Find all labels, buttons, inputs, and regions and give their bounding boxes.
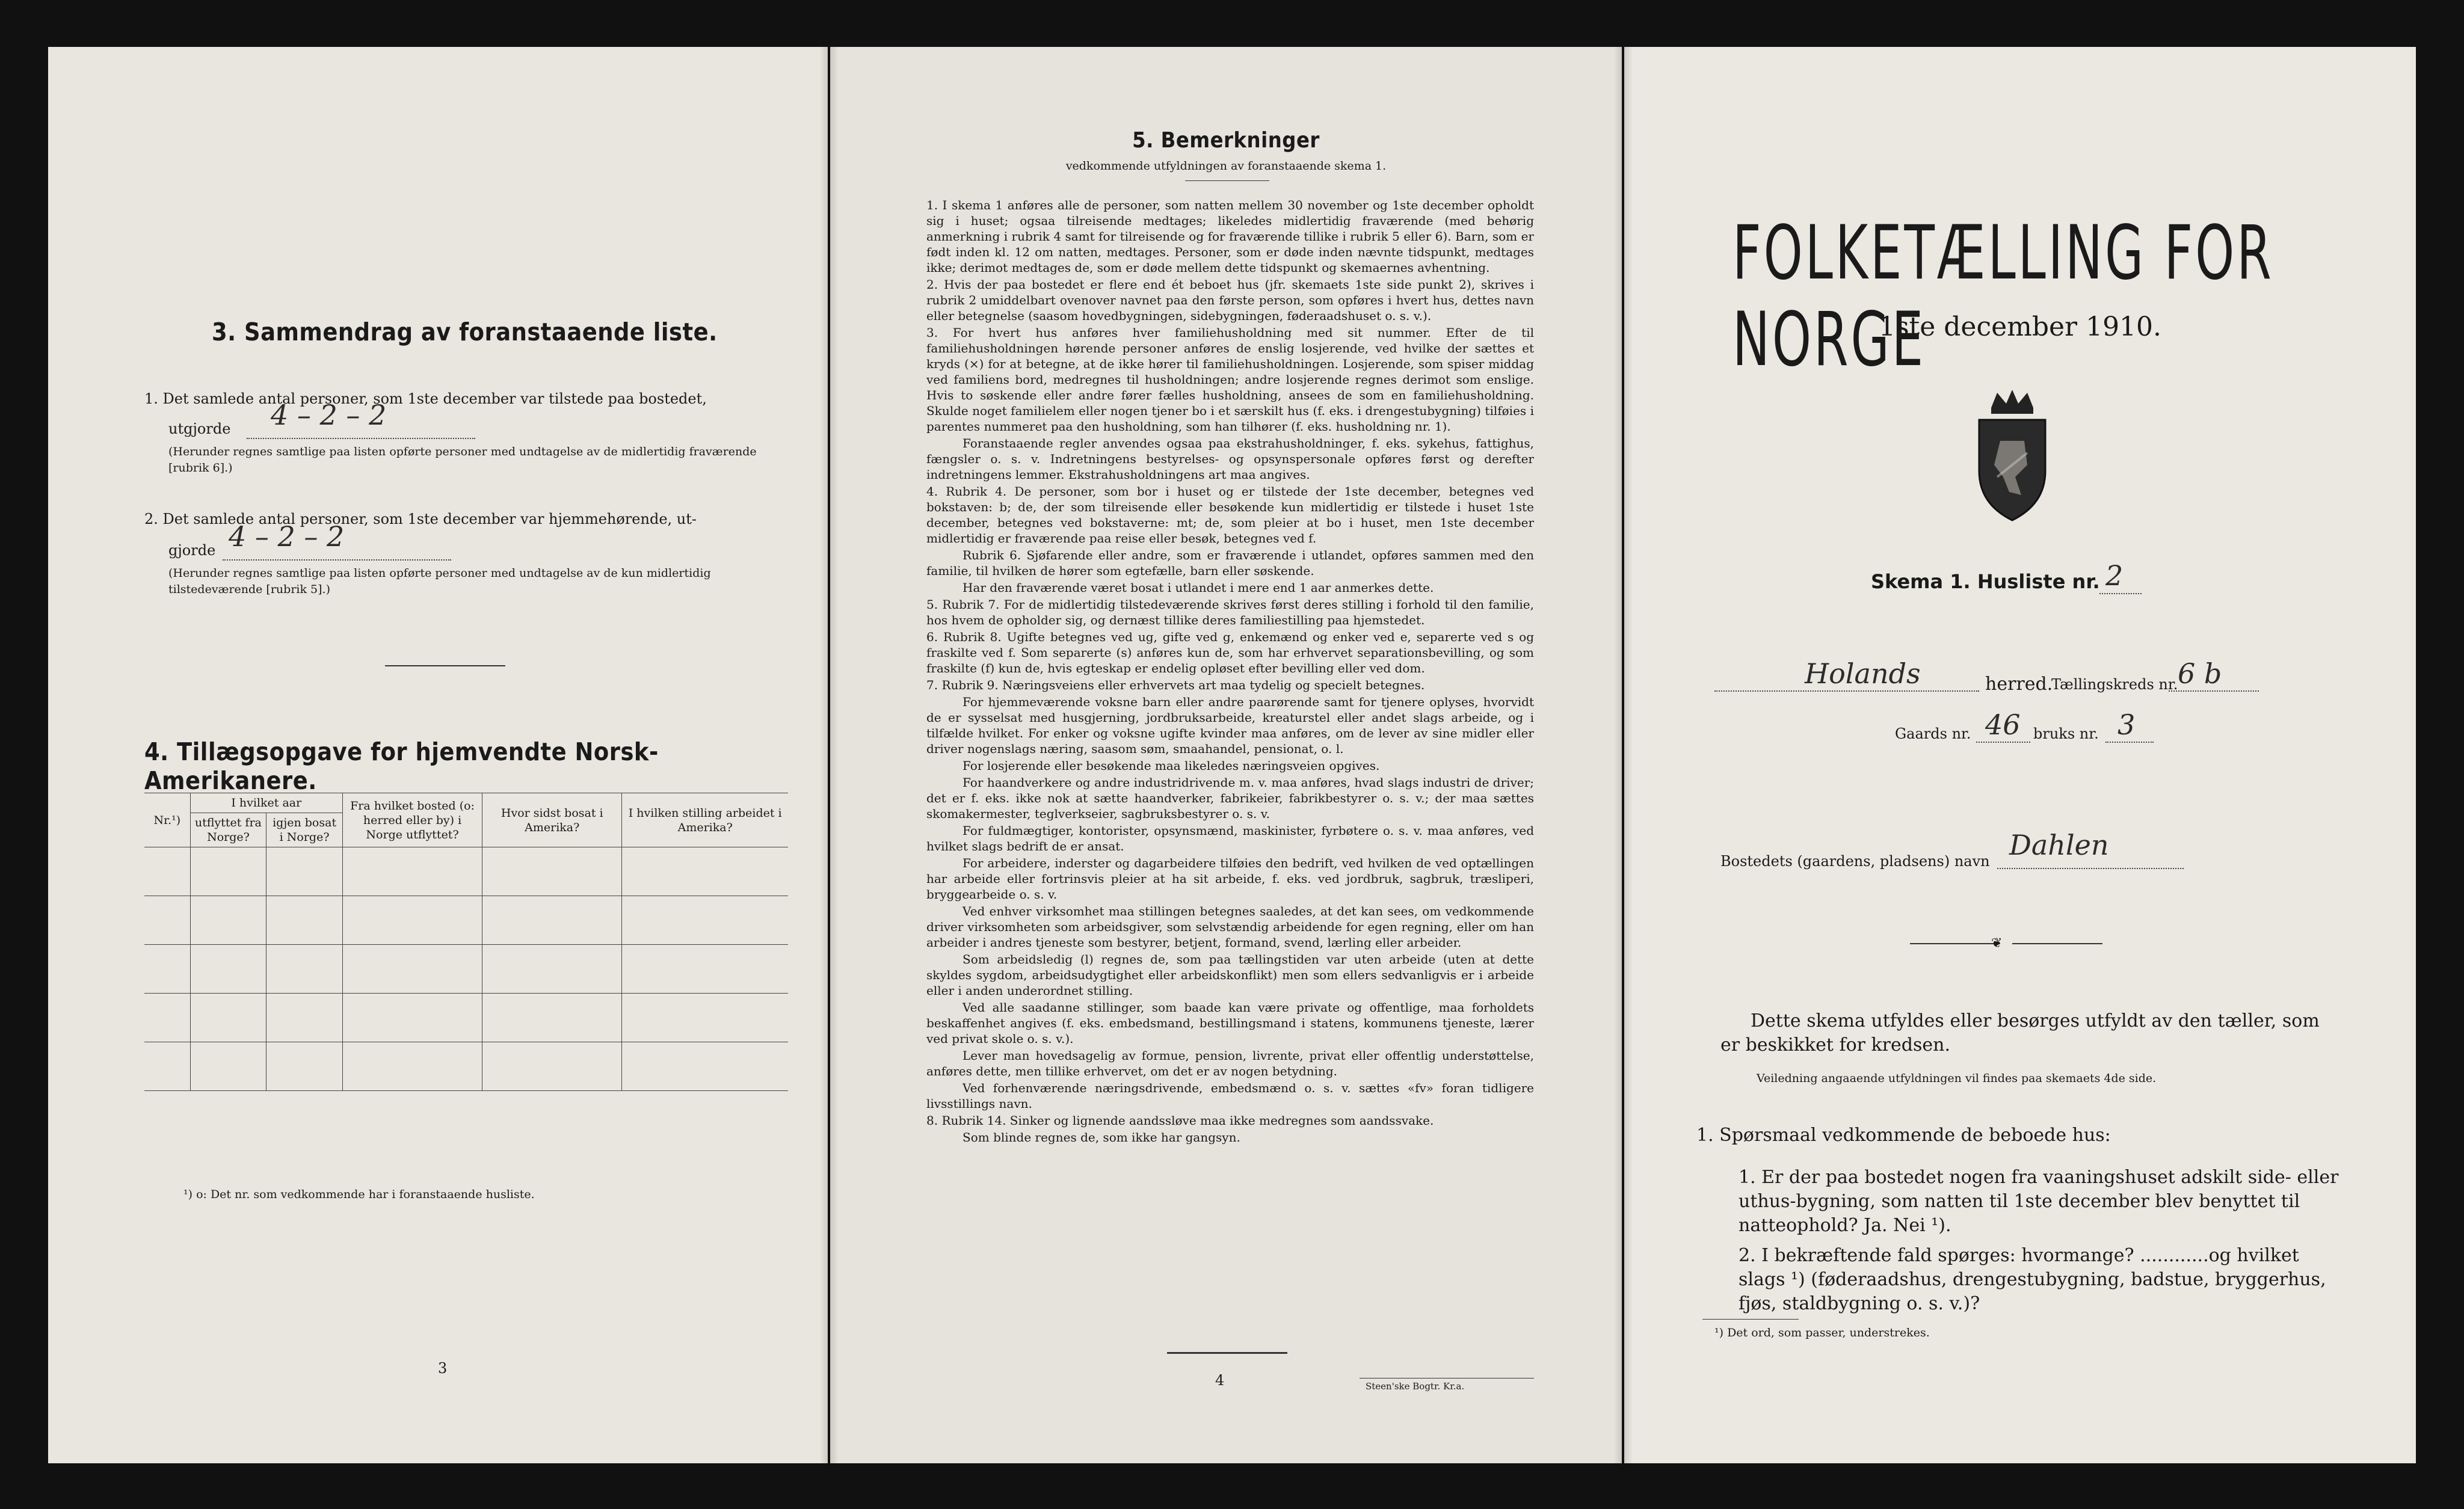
remark-8b: Som blinde regnes de, som ikke har gangsyn. [962,1130,1240,1145]
remark-7g: Ved enhver virksomhet maa stillingen betegnes saaledes, at det kan sees, om vedkommende driver virksomheten som arbeidsgiver, som selvstændig arbeidende for egen regning, eller om han arbeider i andres tjeneste som bestyrer, betjent, formand, svend, lærling eller arbeider. [926,904,1534,950]
gaards-dotline [1976,742,2030,743]
question-1: 1. Er der paa bostedet nogen fra vaaningshuset adskilt side- eller uthus-bygning, som natten til 1ste december blev benyttet til natteophold? Ja. Nei ¹). [1739,1167,2339,1236]
printer-mark: Steen'ske Bogtr. Kr.a. [1366,1381,1465,1392]
remark-5: 5. Rubrik 7. For de midlertidig tilstedeværende skrives først deres stilling i forhold til den familie, hos hvem de opholder sig, og dernæst tillike deres familiestilling paa hjemstedet. [926,597,1534,627]
skema-label: Skema 1. Husliste nr. [1871,570,2100,593]
remark-4c: Har den fraværende været bosat i utlandet i mere end 1 aar anmerkes dette. [962,580,1434,595]
kreds-label: Tællingskreds nr. [2051,676,2178,693]
remark-7h: Som arbeidsledig (l) regnes de, som paa tællingstiden var uten arbeide (uten at dette skyldes sygdom, arbeidsudygtighet eller arbeidskonflikt) men som ellers sedvanligvis er i arbeide eller i anden underordnet stilling. [926,952,1534,998]
col-bosted: Fra hvilket bosted (o: herred eller by) i Norge utflyttet? [342,793,482,847]
remark-7b: For hjemmeværende voksne barn eller andre paarørende samt for tjenere oplyses, hvorvidt de er sysselsat med husgjerning, jordbruksarbeide, kreaturstel eller andet slags arbeide, og i tilfælde hvilket. For enker og voksne ugifte kvinder maa anføres, om de lever av sine midler eller driver nogenslags næring, saasom søm, smaahandel, pensionat, o. l. [926,695,1534,756]
page-3 [48,47,828,1463]
remark-7f: For arbeidere, inderster og dagarbeidere tilføies den bedrift, ved hvilken de ved optællingen har arbeide eller fortrinsvis pleier at ha sit arbeide, f. eks. ved jordbruk, sagbruk, træsliperi, bryggearbeide o. s. v. [926,856,1534,902]
table-row [144,994,788,1042]
table-footnote: ¹) o: Det nr. som vedkommende har i foranstaaende husliste. [183,1188,535,1201]
col-group-year: I hvilket aar [190,793,342,813]
remark-7c: For losjerende eller besøkende maa likeledes næringsveien opgives. [962,758,1380,773]
table-row [144,896,788,945]
question-heading: 1. Spørsmaal vedkommende de beboede hus: [1696,1125,2111,1146]
herred-value: Holands [1805,657,1921,690]
item-1-utgjorde: utgjorde [168,420,231,437]
remark-7i: Ved alle saadanne stillinger, som baade kan være private og offentlige, maa forholdets beskaffenhet angives (f. eks. embedsmand, bestillingsmand i statens, kommunens tjeneste, lærer ved privat skole o. s. v.). [926,1000,1534,1046]
remark-2: 2. Hvis der paa bostedet er flere end ét beboet hus (jfr. skemaets 1ste side punkt 2), skrives i rubrik 2 umiddelbart ovenover navnet paa den første person, som opføres i hvert hus, dettes navn eller betegnelse (saasom hovedbygningen, sidebygningen, føderaadshuset o. s. v.). [926,277,1534,323]
bruks-label: bruks nr. [2033,725,2099,742]
section-3-title: 3. Sammendrag av foranstaaende liste. [212,318,718,346]
item-2-text: 2. Det samlede antal personer, som 1ste december var hjemmehørende, ut- [144,511,697,527]
remark-7j: Lever man hovedsagelig av formue, pension, livrente, privat eller offentlig understøttelse, anføres dette, men tillike erhvervet, om det er av nogen betydning. [926,1048,1534,1078]
col-igjen-bosat: igjen bosat i Norge? [266,813,343,847]
item-2-value: 4 – 2 – 2 [229,520,345,553]
kreds-dotline [2169,690,2259,692]
divider [1910,943,2000,944]
intro-text: Dette skema utfyldes eller besørges utfyldt av den tæller, som er beskikket for kredsen. [1720,1010,2320,1056]
remark-7e: For fuldmægtiger, kontorister, opsynsmænd, maskinister, fyrbøtere o. s. v. maa anføres, ved hvilket slags bedrift de er ansat. [926,823,1534,853]
divider [2012,943,2102,944]
remark-8: 8. Rubrik 14. Sinker og lignende aandssløve maa ikke medregnes som aandssvake. [926,1113,1434,1128]
veiledning-text: Veiledning angaaende utfyldningen vil findes paa skemaets 4de side. [1757,1072,2157,1085]
herred-dotline [1714,690,1979,692]
remarks-subtitle: vedkommende utfyldningen av foranstaaende skema 1. [1065,159,1387,173]
remark-3: 3. For hvert hus anføres hver familiehusholdning med sit nummer. Efter de til familiehusholdningen hørende personer anføres de enslig losjerende, ved hvilke der sættes et kryds (×) for at betegne, at de ikke hører til familiehusholdningen. Losjerende, som spiser middag ved familiens bord, medregnes til husholdningen; andre losjerende regnes derimot som enslige. Hvis to søskende eller andre fører fælles husholdning, ansees de som en familiehusholdning. Skulde noget familielem eller nogen tjener bo i et særskilt hus (f. eks. i drengestubygning) tilføies i parentes nummeret paa den husholdning, som han tilhører (f. eks. husholdning nr. 1). [926,325,1534,434]
page-4 [830,47,1622,1463]
ornament-icon: ❦ [1991,936,2003,951]
herred-label: herred. [1985,674,2053,695]
divider [1167,1352,1287,1354]
census-title: FOLKETÆLLING FOR NORGE [1732,209,2274,383]
bruks-dotline [2105,742,2154,743]
bosted-value: Dahlen [2009,829,2109,861]
divider [1702,1319,1799,1320]
table-row [144,945,788,994]
divider [385,665,505,666]
coat-of-arms-icon [1967,387,2057,525]
remark-4: 4. Rubrik 4. De personer, som bor i huset og er tilstede der 1ste december, betegnes ved bokstaven: b; de, der som tilreisende eller besøkende kun midlertidig er tilstede i huset 1ste december, betegnes ved bokstaverne: mt; de, som pleier at bo i huset, men 1ste december midlertidig er fraværende paa reise eller besøk, betegnes ved f. [926,484,1534,546]
gaards-value: 46 [1985,708,2021,741]
remark-3b: Foranstaaende regler anvendes ogsaa paa ekstrahusholdninger, f. eks. sykehus, fattighus, fængsler o. s. v. Indretningens bestyrelses- og opsynspersonale opføres først og derefter indretningens lemmer. Ekstrahusholdningens art maa angives. [926,436,1534,482]
husliste-dotline [2099,593,2142,594]
norsk-amerikanere-table [144,793,788,1091]
gaards-label: Gaards nr. [1895,725,1971,742]
husliste-nr: 2 [2105,559,2124,592]
remark-7: 7. Rubrik 9. Næringsveiens eller erhvervets art maa tydelig og specielt betegnes. [926,678,1425,692]
col-nr: Nr.¹) [144,793,190,847]
remark-1: 1. I skema 1 anføres alle de personer, som natten mellem 30 november og 1ste december opholdt sig i huset; ogsaa tilreisende medtages; likeledes midlertidig fraværende (med behørig anmerkning i rubrik 4 samt for tilreisende og for fraværende tillike i rubrik 5 eller 6). Barn, som er født inden kl. 12 om natten, medtages. Personer, som er døde inden nævnte tidspunkt, medtages ikke; derimot medtages de, som er døde mellem dette tidspunkt og skemaernes avhentning. [926,198,1534,275]
remark-4b: Rubrik 6. Sjøfarende eller andre, som er fraværende i utlandet, opføres sammen med den familie, til hvilken de hører som egtefælle, barn eller søskende. [926,548,1534,578]
item-2-note: (Herunder regnes samtlige paa listen opførte personer med undtagelse av de kun midlertidig tilstedeværende [rubrik 5].) [168,567,711,596]
remark-7d: For haandverkere og andre industridrivende m. v. maa anføres, hvad slags industri de driver; det er f. eks. ikke nok at sætte haandverker, fabrikeier, fabrikbestyrer o. s. v.; der maa sættes skomakermester, teglverkseier, sagbruksbestyrer o. s. v. [926,775,1534,821]
page-number: 3 [438,1360,448,1377]
table-row [144,847,788,896]
item-2-dotline [223,559,451,561]
remark-6: 6. Rubrik 8. Ugifte betegnes ved ug, gifte ved g, enkemænd og enker ved e, separerte ved s og fraskilte ved f. Som separerte (s) anføres kun de, som har erhvervet separationsbevilling, og som fraskilte (f) kun de, hvis egteskap er endelig opløset efter bevilling eller ved dom. [926,630,1534,675]
item-1-dotline [247,438,475,439]
item-2-utgjorde: gjorde [168,542,216,559]
col-utflyttet: utflyttet fra Norge? [190,813,266,847]
question-2: 2. I bekræftende fald spørges: hvormange? ............og hvilket slags ¹) (føderaadshus, drengestubygning, badstue, bryggerhus, fjøs, staldbygning o. s. v.)? [1739,1245,2326,1314]
item-1-note: (Herunder regnes samtlige paa listen opførte personer med undtagelse av de midlertidig fraværende [rubrik 6].) [168,445,757,475]
table-row [144,1042,788,1091]
remarks-body [926,197,1534,1146]
bosted-label: Bostedets (gaardens, pladsens) navn [1720,853,1990,870]
cover-page [1624,47,2416,1463]
section-4-title: 4. Tillægsopgave for hjemvendte Norsk-Amerikanere. [144,737,659,795]
col-amerika-bosat: Hvor sidst bosat i Amerika? [482,793,622,847]
page-number: 4 [1215,1372,1225,1389]
col-stilling: I hvilken stilling arbeidet i Amerika? [622,793,788,847]
bosted-dotline [1997,868,2184,869]
census-date: 1ste december 1910. [1878,312,2162,342]
bruks-value: 3 [2118,708,2136,741]
remarks-title: 5. Bemerkninger [1132,128,1320,153]
item-1-text: 1. Det samlede antal personer, som 1ste december var tilstede paa bostedet, [144,390,707,407]
divider [1185,180,1269,181]
item-1-value: 4 – 2 – 2 [271,399,387,431]
kreds-value: 6 b [2178,657,2222,690]
cover-footnote: ¹) Det ord, som passer, understrekes. [1714,1326,1930,1339]
remark-7k: Ved forhenværende næringsdrivende, embedsmænd o. s. v. sættes «fv» foran tidligere livsstillings navn. [926,1081,1534,1111]
